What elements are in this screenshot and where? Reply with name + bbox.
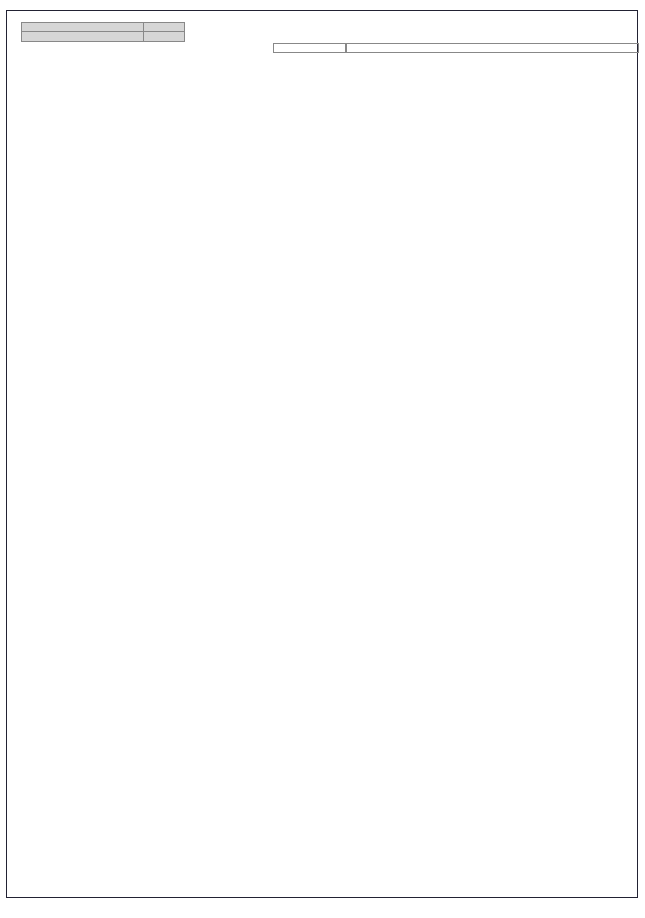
- plan-title: [7, 11, 639, 21]
- years-box-row: [22, 23, 184, 32]
- years-box-label: [22, 23, 144, 31]
- years-box-value[interactable]: [144, 32, 184, 41]
- finance-plan-sheet: [6, 10, 638, 898]
- col-header-last-year: [273, 43, 346, 53]
- years-box: [21, 22, 185, 42]
- years-box-value[interactable]: [144, 23, 184, 31]
- years-box-label: [22, 32, 144, 41]
- col-header-next-years: [346, 43, 639, 53]
- years-box-row: [22, 32, 184, 41]
